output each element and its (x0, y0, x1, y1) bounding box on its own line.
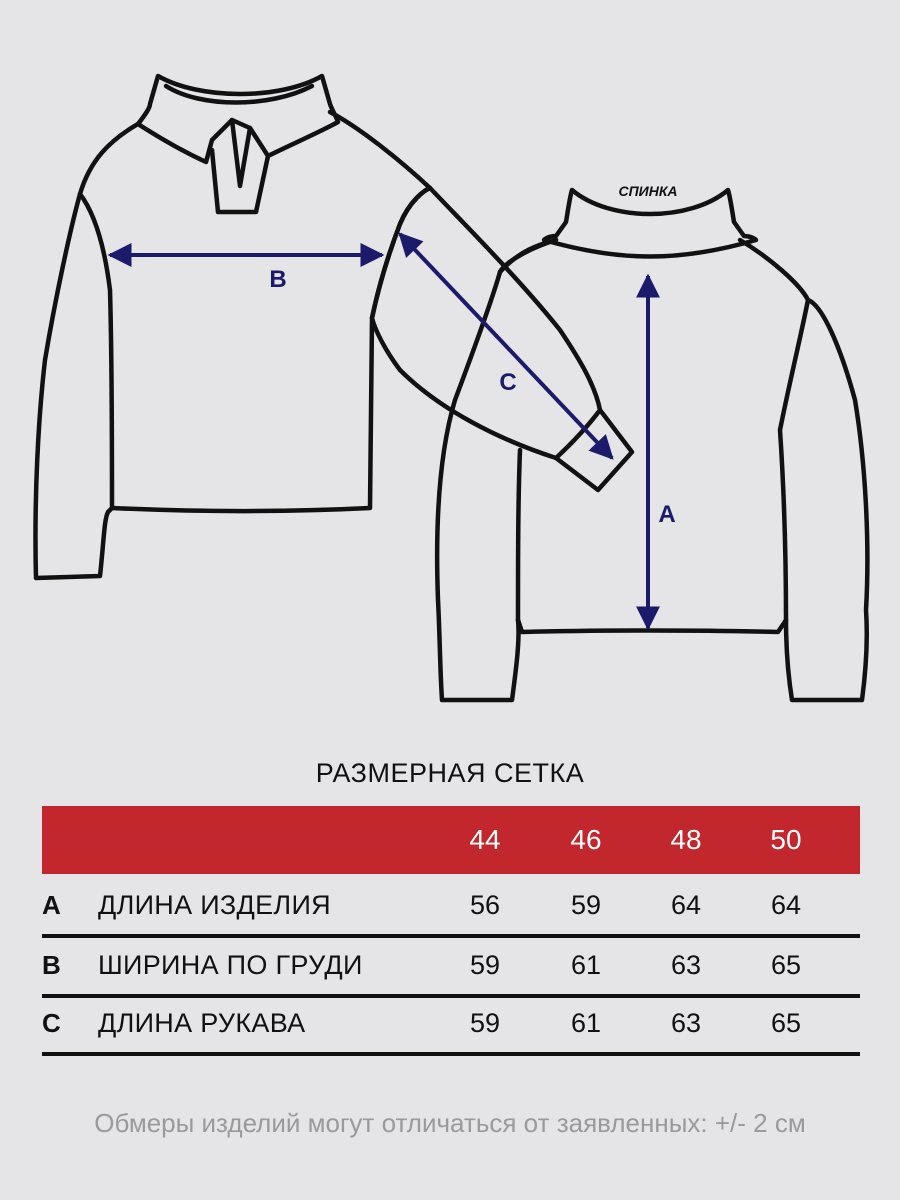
front-cuff-seam (556, 410, 600, 458)
row-name: ДЛИНА РУКАВА (98, 1008, 306, 1038)
row-value: 65 (770, 1008, 802, 1038)
row-value: 56 (469, 890, 501, 920)
row-value: 61 (570, 950, 602, 980)
measure-c-label: C (499, 369, 517, 396)
back-collar (544, 190, 756, 257)
table-row (42, 876, 860, 938)
measurement-disclaimer: Обмеры изделий могут отличаться от заявленных: +/- 2 см (94, 1108, 806, 1138)
front-left-armhole (80, 194, 112, 508)
row-value: 63 (670, 950, 702, 980)
measure-b-label: B (269, 266, 287, 293)
table-row (42, 994, 860, 1056)
size-chart-title: РАЗМЕРНАЯ СЕТКА (315, 758, 585, 788)
row-value: 63 (670, 1008, 702, 1038)
measure-a-label: A (658, 501, 676, 528)
size-header-cell: 48 (670, 824, 702, 855)
front-view (35, 76, 632, 578)
row-value: 61 (570, 1008, 602, 1038)
row-name: ДЛИНА ИЗДЕЛИЯ (98, 890, 331, 920)
size-header-cell: 50 (770, 824, 802, 855)
size-header-cell: 46 (570, 824, 602, 855)
back-sleeve-seam-left (518, 450, 520, 620)
row-letter: A (42, 890, 61, 920)
row-name: ШИРИНА ПО ГРУДИ (98, 950, 363, 980)
row-value: 59 (469, 1008, 501, 1038)
row-value: 64 (770, 890, 802, 920)
table-row (42, 936, 860, 998)
row-letter: C (42, 1008, 61, 1038)
back-sleeve-seam-right (780, 300, 808, 620)
size-header-row (42, 806, 860, 874)
back-body-outline (437, 240, 867, 700)
front-body-outline (35, 112, 430, 578)
row-value: 64 (670, 890, 702, 920)
back-label: СПИНКА (618, 183, 678, 199)
row-value: 65 (770, 950, 802, 980)
row-value: 59 (570, 890, 602, 920)
size-header-cell: 44 (469, 824, 501, 855)
row-value: 59 (469, 950, 501, 980)
row-letter: B (42, 950, 61, 980)
